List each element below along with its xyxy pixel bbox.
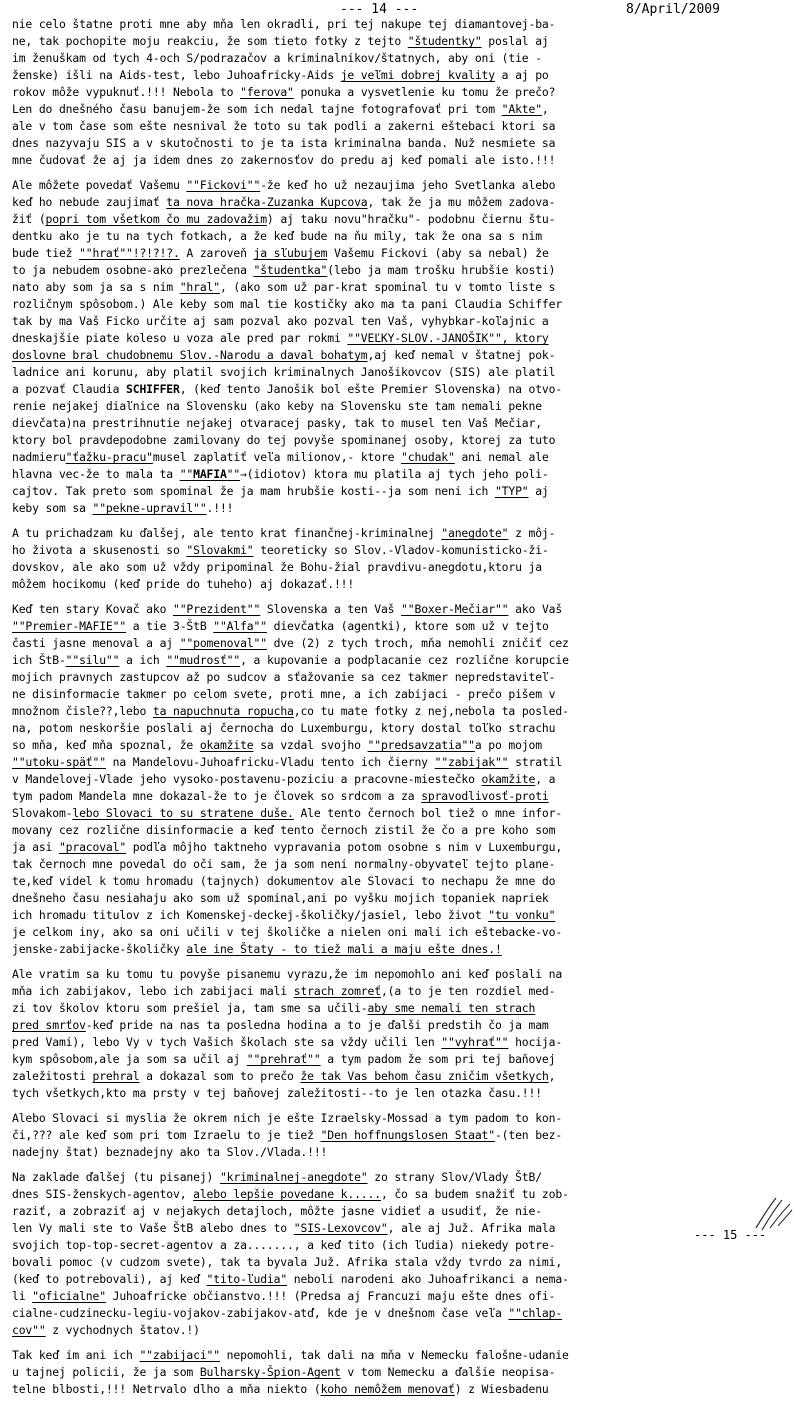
text-line: kym spôsobom,ale ja som sa učil aj ""prehrať"" a tym padom že som pri tej baňovej — [12, 1052, 556, 1066]
text-line: dievčata)na prestrihnutie nejakej otvaracej pasky, tak to musel ten Vaš Mečiar, — [12, 416, 542, 430]
text-line: dneskajšie piate koleso u voza ale pred par rokmi ""VEĽKY-SLOV.-JANOŠIK"", ktory — [12, 331, 549, 345]
text-line: ktory bol pravdepodobne zamilovany do tej povyše spominanej osoby, ktorej za tuto — [12, 433, 556, 447]
text-line: žiť (popri tom všetkom čo mu zadovažim) aj taku novu"hračku"- podobnu čiernu štu- — [12, 212, 556, 226]
text-line: ne, tak pochopite moju reakciu, že som tieto fotky z tejto "študentky" poslal aj — [12, 34, 549, 48]
text-line: či,??? ale keď som pri tom Izraelu to je tiež "Den hoffnungslosen Staat"-(ten bez- — [12, 1128, 563, 1142]
paragraph — [12, 525, 790, 593]
text-line: Ale vratim sa ku tomu tu povyše pisanemu vyrazu,že im nepomohlo ani keď poslali na — [12, 967, 563, 981]
text-line: Len do dnešného času banujem-že som ich nedal tajne fotografovať pri tom "Akte", — [12, 102, 549, 116]
text-line: movany cez rozlične disinformacie a keď tento černoch zistil že čo a pre koho som — [12, 823, 556, 837]
text-line: ""utoku-späť"" na Mandelovu-Juhoafricku-Vladu tento ich čierny ""zabijak"" stratil — [12, 755, 563, 769]
text-line: ladnice ani korunu, aby platil svojich kriminalnych Janošikovcov (SIS) ale platil — [12, 365, 556, 379]
text-line: ale v tom čase som ešte nesnival že toto su tak podli a zakerni eštebaci ktori sa — [12, 119, 556, 133]
text-line: pred Vami), lebo Vy v tych Vašich školach ste sa vždy učili len ""vyhrať"" hocija- — [12, 1035, 563, 1049]
text-line: mne čudovať že aj ja idem dnes zo zakernosťov do predu aj keď pomali ale isto.!!! — [12, 153, 556, 167]
paragraph — [12, 1347, 790, 1398]
text-line: ja asi "pracoval" podľa môjho taktneho vypravania potom osobne s nim v Luxemburgu, — [12, 840, 563, 854]
text-line: cialne-cudzinecku-legiu-vojakov-zabijakov-atď, kde je v dnešnom čase veľa ""chlap- — [12, 1306, 563, 1320]
text-line: tak černoch mne povedal do oči sam, že ja som neni normalny-obyvateľ tejto plane- — [12, 857, 556, 871]
text-line: hlavna vec-že to mala ta ""MAFIA""→(idiotov) ktora mu platila aj tych jeho poli- — [12, 467, 549, 481]
text-line: ich hromadu titulov z ich Komenskej-deckej-školičky/jasiel, lebo život "tu vonku" — [12, 908, 556, 922]
text-line: množnom čisle??,lebo ta napuchnuta ropucha,co tu mate fotky z nej,nebola ta posled- — [12, 704, 569, 718]
text-line: im ženuškam od tych 4-och S/podrazačov a kriminalnikov/štatnych, aby oni (tie - — [12, 51, 542, 65]
text-line: v Mandelovej-Vlade jeho vysoko-postavenu-poziciu a pracovne-miestečko okamžite, a — [12, 772, 556, 786]
text-line: tych všetkych,kto ma prsty v tej baňovej zaležitosti--to je len otazka času.!!! — [12, 1086, 542, 1100]
paragraph — [12, 1169, 790, 1339]
text-line: doslovne bral chudobnemu Slov.-Narodu a daval bohatym,aj keď nemal v štatnej pok- — [12, 348, 556, 362]
page-number-bottom: --- 15 --- — [694, 1228, 767, 1242]
text-line: Alebo Slovaci si myslia že okrem nich je ešte Izraelsky-Mossad a tym padom to kon- — [12, 1111, 563, 1125]
text-line: časti jasne menoval a aj ""pomenoval"" dve (2) z tych troch, mňa nemohli zničiť cez — [12, 636, 569, 650]
text-line: Tak keď im ani ich ""zabijaci"" nepomohli, tak dali na mňa v Nemecku falošne-udanie — [12, 1348, 569, 1362]
text-line: mňa ich zabijakov, lebo ich zabijaci mali strach zomreť,(a to je ten rozdiel med- — [12, 984, 556, 998]
text-line: dovskov, ale ako som už vždy pripominal že Bohu-žial pravdivu-anegdotu,ktoru ja — [12, 560, 542, 574]
text-line: nie celo štatne proti mne aby mňa len okradli, pri tej nakupe tej diamantovej-ba- — [12, 17, 556, 31]
text-line: A tu prichadzam ku ďalšej, ale tento krat finančnej-kriminalnej "anegdote" z môj- — [12, 526, 556, 540]
text-line: dnešneho času nesiahaju ako som už spominal,ani po vyšku mojich topaniek napriek — [12, 891, 549, 905]
text-line: u tajnej policii, že ja som Bulharsky-Špion-Agent v tom Nemecku a ďalšie neopisa- — [12, 1365, 556, 1379]
text-line: Keď ten stary Kovač ako ""Prezident"" Slovenska a ten Vaš ""Boxer-Mečiar"" ako Vaš — [12, 602, 563, 616]
text-line: ho života a skusenosti so "Slovakmi" teoreticky so Slov.-Vladov-komunisticko-ži- — [12, 543, 549, 557]
text-line: zaležitosti prehral a dokazal som to prečo že tak Vas behom času zničim všetkych, — [12, 1069, 556, 1083]
text-line: len Vy mali ste to Vaše ŠtB alebo dnes to "SIS-Lexovcov", ale aj Juž. Afrika mala — [12, 1221, 556, 1235]
paragraph — [12, 177, 790, 517]
text-line: Ale môžete povedať Vašemu ""Fickovi""-že keď ho už nezaujima jeho Svetlanka alebo — [12, 178, 556, 192]
handwritten-signature — [752, 1192, 796, 1232]
text-line: te,keď videl k tomu hromadu (tajnych) dokumentov ale Slovaci to nechapu že mne do — [12, 874, 556, 888]
text-line: tym padom Mandela mne dokazal-že to je človek so srdcom a za spravodlivosť-proti — [12, 789, 549, 803]
text-line: Na zaklade ďalšej (tu pisanej) "kriminalnej-anegdote" zo strany Slov/Vlady ŠtB/ — [12, 1170, 542, 1184]
letter-body — [12, 16, 790, 1406]
text-line: na, potom neskoršie poslali aj černocha do Luxemburgu, ktory dostal toľko strachu — [12, 721, 556, 735]
text-line: keby som sa ""pekne-upravil"".!!! — [12, 501, 234, 515]
text-line: je celkom iny, ako sa oni učili v tej školičke a nielen oni mali ich eštebacke-vo- — [12, 925, 563, 939]
text-line: dnes nazyvaju SIS a v skutočnosti to je ta ista kriminalna banda. Nuž nesmiete sa — [12, 136, 556, 150]
text-line: nadmieru"ťažku-pracu"musel zaplatiť veľa milionov,- ktore "chudak" ani nemal ale — [12, 450, 549, 464]
text-line: a pozvať Claudia SCHIFFER, (keď tento Janošik bol ešte Premier Slovenska) na otvo- — [12, 382, 563, 396]
text-line: dentku ako je tu na tych fotkach, a že keď bude na ňu mily, tak že ona sa s nim — [12, 229, 542, 243]
text-line: to ja nebudem osobne-ako prezlečena "študentka"(lebo ja mam trošku hrubšie kosti) — [12, 263, 556, 277]
text-line: raziť, a zobraziť aj v nejakych detajloch, môžte jasne vidieť a usudiť, že nie- — [12, 1204, 542, 1218]
text-line: bovali pomoc (v cudzom svete), tak ta byvala Juž. Afrika stala vždy tvrdo za nimi, — [12, 1255, 563, 1269]
text-line: rozličnym spôsobom.) Ale keby som mal tie kostičky ako ma ta pani Claudia Schiffer — [12, 297, 563, 311]
text-line: zi tov školov ktoru som prešiel ja, tam sme sa učili-aby sme nemali ten strach — [12, 1001, 536, 1015]
paragraph — [12, 966, 790, 1102]
text-line: nadejny štat) beznadejny ako ta Slov./Vlada.!!! — [12, 1145, 328, 1159]
text-line: cov"" z vychodnych štatov.!) — [12, 1323, 200, 1337]
text-line: ne disinformacie takmer po celom svete, proti mne, a ich zabijaci - prečo pišem v — [12, 687, 556, 701]
text-line: bude tiež ""hrať""!?!?!?. A zaroveň ja sľubujem Vašemu Fickovi (aby sa nebal) že — [12, 246, 549, 260]
text-line: môžem hocikomu (keď pride do tuheho) aj dokazať.!!! — [12, 577, 355, 591]
text-line: (keď to potrebovali), aj keď "tito-ľudia" neboli narodeni ako Juhoafrikanci a nema- — [12, 1272, 569, 1286]
page-number-top: --- 14 --- — [340, 2, 419, 17]
text-line: ""Premier-MAFIE"" a tie 3-ŠtB ""Alfa"" dievčatka (agentki), ktore som už v tejto — [12, 619, 549, 633]
text-line: nato aby som ja sa s nim "hral", (ako som už par-krat spominal tu v tomto liste s — [12, 280, 556, 294]
text-line: telne blbosti,!!! Netrvalo dlho a mňa niekto (koho nemôžem menovať) z Wiesbadenu — [12, 1382, 549, 1396]
paragraph — [12, 601, 790, 958]
text-line: ženske) išli na Aids-test, lebo Juhoafricky-Aids je veľmi dobrej kvality a aj po — [12, 68, 549, 82]
text-line: Slovakom-lebo Slovaci to su stratene duše. Ale tento černoch bol tiež o mne infor- — [12, 806, 563, 820]
text-line: ich ŠtB-""silu"" a ich ""mudrosť"", a kupovanie a podplacanie cez rozlične korupcie — [12, 653, 569, 667]
text-line: mojich pravnych zastupcov až po sudcov a sťažovanie sa cez takmer nepredstaviteľ- — [12, 670, 556, 684]
letter-date: 8/April/2009 — [626, 2, 720, 17]
text-line: li "oficialne" Juhoafricke občianstvo.!!! (Predsa aj Francuzi maju ešte dnes ofi- — [12, 1289, 556, 1303]
text-line: so mňa, keď mňa spoznal, že okamžite sa vzdal svojho ""predsavzatia""a po mojom — [12, 738, 542, 752]
text-line: rokov môže vypuknuť.!!! Nebola to "ferova" ponuka a vysvetlenie ku tomu že prečo? — [12, 85, 556, 99]
paragraph — [12, 16, 790, 169]
text-line: jenske-zabijacke-školičky ale ine Štaty - to tiež mali a maju ešte dnes.! — [12, 942, 502, 956]
text-line: pred smrťov-keď pride na nas ta posledna hodina a to je ďalši predstih čo ja mam — [12, 1018, 549, 1032]
paragraph — [12, 1110, 790, 1161]
text-line: renie nejakej diaľnice na Slovensku (ako keby na Slovensku ste tam nemali pekne — [12, 399, 542, 413]
text-line: tak by ma Vaš Ficko určite aj sam pozval ako pozval ten Vaš, vyhybkar-koľajnic a — [12, 314, 549, 328]
text-line: keď ho nebude zaujimať ta nova hračka-Zuzanka Kupcova, tak že ja mu môžem zadova- — [12, 195, 556, 209]
text-line: cajtov. Tak preto som spominal že ja mam hrubšie kosti--ja som neni ich "TYP" aj — [12, 484, 549, 498]
text-line: dnes SIS-ženskych-agentov, alebo lepšie povedane k....., čo sa budem snažiť tu zob- — [12, 1187, 569, 1201]
text-line: svojich top-top-secret-agentov a za......., a keď tito (ich ľudia) niekedy potre- — [12, 1238, 556, 1252]
